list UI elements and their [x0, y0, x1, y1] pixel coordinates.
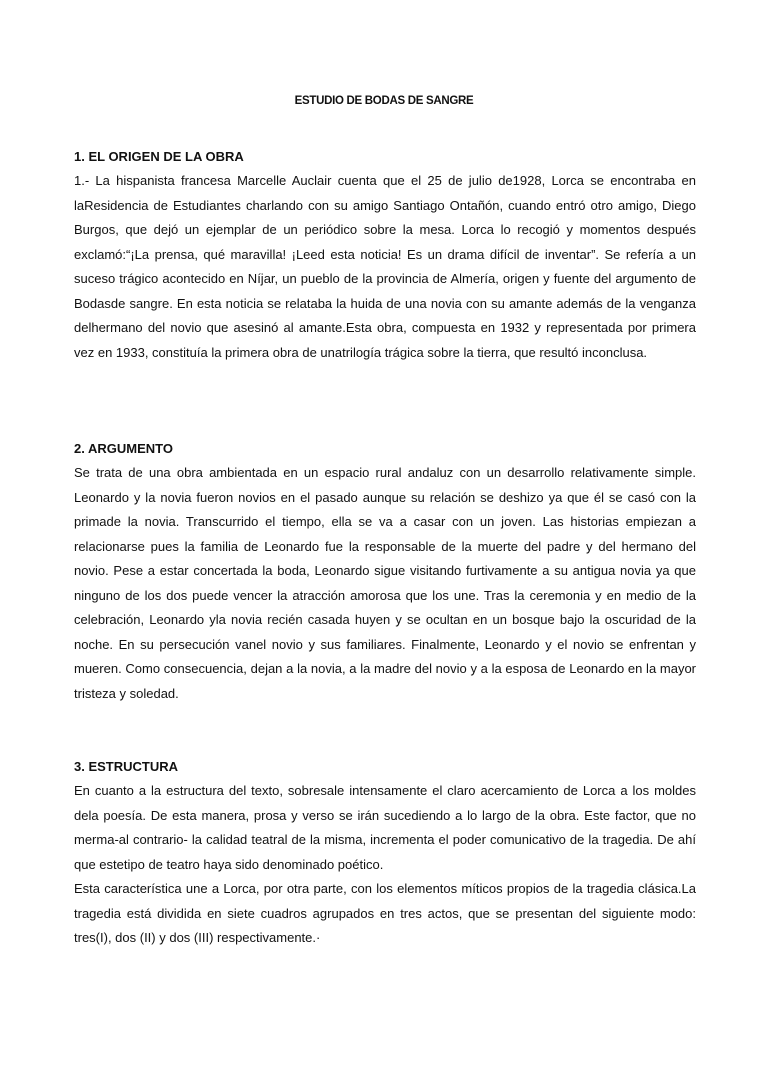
section-heading: 1. EL ORIGEN DE LA OBRA — [74, 149, 244, 164]
document-title: ESTUDIO DE BODAS DE SANGRE — [294, 95, 474, 107]
section-estructura — [74, 755, 696, 951]
section-paragraph: Esta característica une a Lorca, por otra parte, con los elementos míticos propios de la tragedia clásica.La tragedia está dividida en siete cuadros agrupados en tres actos, que se presentan del siguiente modo: tres(I), dos (II) y dos (III) respectivamente.· — [74, 881, 696, 945]
section-paragraph: Se trata de una obra ambientada en un espacio rural andaluz con un desarrollo relativamente simple. Leonardo y la novia fueron novios en el pasado aunque su relación se deshizo ya que él se casó con la primade la novia. Transcurrido el tiempo, ella se va a casar con un joven. Las historias empiezan a relacionarse pues la familia de Leonardo fue la responsable de la muerte del padre y del hermano del novio. Pese a estar concertada la boda, Leonardo sigue visitando furtivamente a su antigua novia ya que ninguno de los dos puede vencer la atracción amorosa que los une. Tras la ceremonia y en medio de la celebración, Leonardo yla novia recién casada huyen y se ocultan en un bosque bajo la oscuridad de la noche. En su persecución vanel novio y sus familiares. Finalmente, Leonardo y el novio se enfrentan y mueren. Como consecuencia, dejan a la novia, a la madre del novio y a la esposa de Leonardo en la mayor tristeza y soledad. — [74, 465, 696, 701]
section-heading: 3. ESTRUCTURA — [74, 759, 179, 774]
section-paragraph: 1.- La hispanista francesa Marcelle Auclair cuenta que el 25 de julio de1928, Lorca se encontraba en laResidencia de Estudiantes charlando con su amigo Santiago Ontañón, cuando entró otro amigo, Diego Burgos, que dejó un ejemplar de un periódico sobre la mesa. Lorca lo recogió y momentos después exclamó:“¡La prensa, qué maravilla! ¡Leed esta noticia! Es un drama difícil de inventar”. Se refería a un suceso trágico acontecido en Níjar, un pueblo de la provincia de Almería, origen y fuente del argumento de Bodasde sangre. En esta noticia se relataba la huida de una novia con su amante además de la venganza delhermano del novio que asesinó al amante.Esta obra, compuesta en 1932 y representada por primera vez en 1933, constituía la primera obra de unatrilogía trágica sobre la tierra, que resultó inconclusa. — [74, 173, 696, 360]
section-heading: 2. ARGUMENTO — [74, 441, 173, 456]
section-origen — [74, 145, 696, 365]
section-paragraph: En cuanto a la estructura del texto, sobresale intensamente el claro acercamiento de Lorca a los moldes dela poesía. De esta manera, prosa y verso se irán sucediendo a lo largo de la obra. Este factor, que no merma-al contrario- la calidad teatral de la misma, incrementa el poder comunicativo de la tragedia. De ahí que estetipo de teatro haya sido denominado poético. — [74, 783, 696, 872]
section-argumento — [74, 437, 696, 706]
